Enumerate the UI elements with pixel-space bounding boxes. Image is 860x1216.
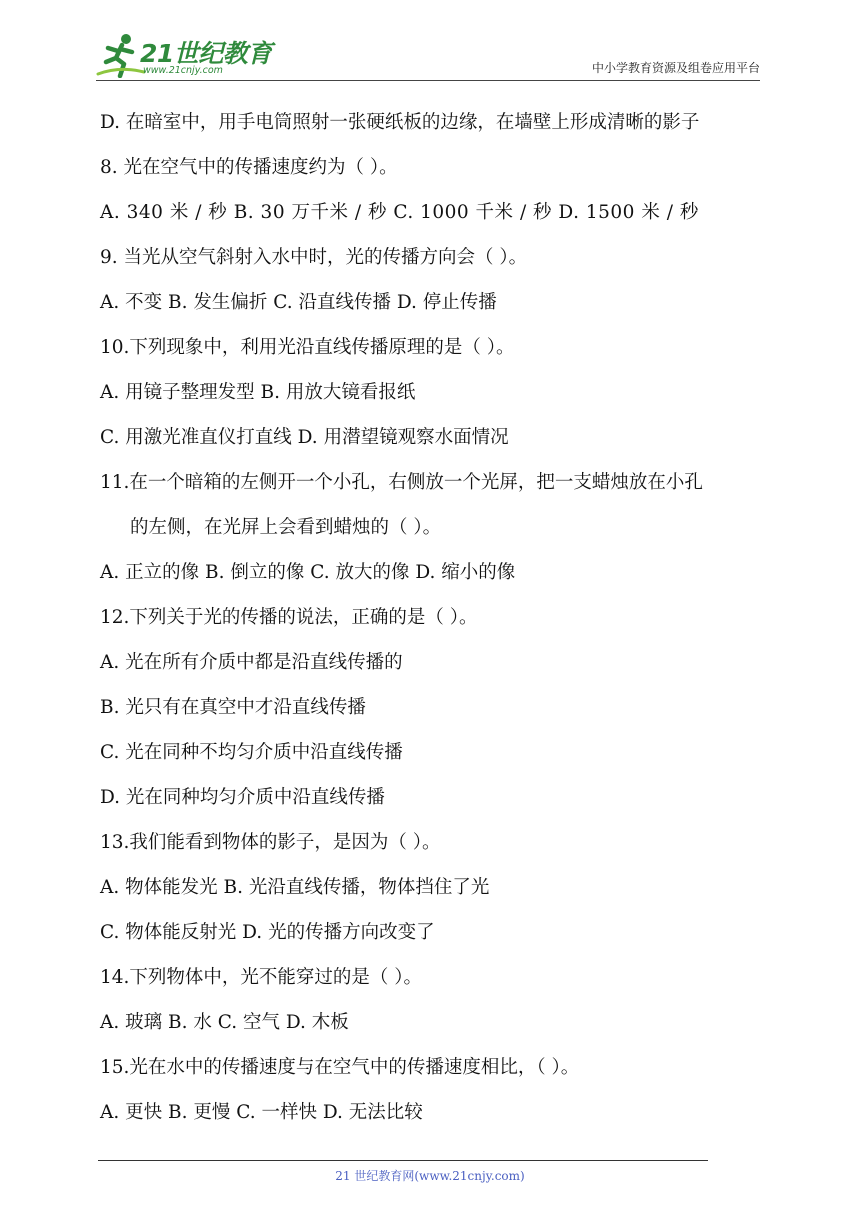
page-header: [96, 30, 760, 80]
option-line: A. 光在所有介质中都是沿直线传播的: [100, 652, 403, 673]
question-line: 15.光在水中的传播速度与在空气中的传播速度相比，（ ）。: [100, 1057, 580, 1078]
option-line: D. 光在同种均匀介质中沿直线传播: [100, 787, 385, 808]
question-line: 11.在一个暗箱的左侧开一个小孔，右侧放一个光屏，把一支蜡烛放在小孔: [100, 472, 703, 493]
option-line: A. 用镜子整理发型 B. 用放大镜看报纸: [100, 382, 416, 403]
question-line: 8. 光在空气中的传播速度约为（ ）。: [100, 157, 398, 178]
logo-text: 21世纪教育: [140, 39, 272, 68]
header-divider: [96, 80, 760, 81]
option-line: B. 光只有在真空中才沿直线传播: [100, 697, 366, 718]
question-line: 14.下列物体中，光不能穿过的是（ ）。: [100, 967, 423, 988]
question-line: 9. 当光从空气斜射入水中时，光的传播方向会（ ）。: [100, 247, 528, 268]
option-line: C. 用激光准直仪打直线 D. 用潜望镜观察水面情况: [100, 427, 509, 448]
option-line: C. 光在同种不均匀介质中沿直线传播: [100, 742, 403, 763]
logo-url: www.21cnjy.com: [143, 65, 223, 76]
question-line: 13.我们能看到物体的影子，是因为（ ）。: [100, 832, 441, 853]
option-line: A. 更快 B. 更慢 C. 一样快 D. 无法比较: [100, 1102, 423, 1123]
question-content: [100, 100, 780, 1135]
option-line: A. 不变 B. 发生偏折 C. 沿直线传播 D. 停止传播: [100, 292, 497, 313]
footer-divider: [98, 1160, 708, 1161]
question-line: 12.下列关于光的传播的说法，正确的是（ ）。: [100, 607, 478, 628]
site-logo[interactable]: [96, 30, 272, 80]
question-line: 10.下列现象中，利用光沿直线传播原理的是（ ）。: [100, 337, 515, 358]
option-line: A. 物体能发光 B. 光沿直线传播，物体挡住了光: [100, 877, 490, 898]
option-line: A. 玻璃 B. 水 C. 空气 D. 木板: [100, 1012, 349, 1033]
runner-logo-icon: [96, 32, 146, 78]
footer-link[interactable]: 21 世纪教育网(www.21cnjy.com): [335, 1169, 525, 1183]
option-line: A. 340 米 / 秒 B. 30 万千米 / 秒 C. 1000 千米 / 秒 D. 1500 米 / 秒: [100, 202, 699, 223]
platform-title: 中小学教育资源及组卷应用平台: [591, 61, 760, 75]
option-line: D. 在暗室中，用手电筒照射一张硬纸板的边缘，在墙壁上形成清晰的影子: [100, 112, 700, 133]
option-line: A. 正立的像 B. 倒立的像 C. 放大的像 D. 缩小的像: [100, 562, 516, 583]
question-line-continued: 的左侧，在光屏上会看到蜡烛的（ ）。: [130, 517, 442, 538]
option-line: C. 物体能反射光 D. 光的传播方向改变了: [100, 922, 435, 943]
